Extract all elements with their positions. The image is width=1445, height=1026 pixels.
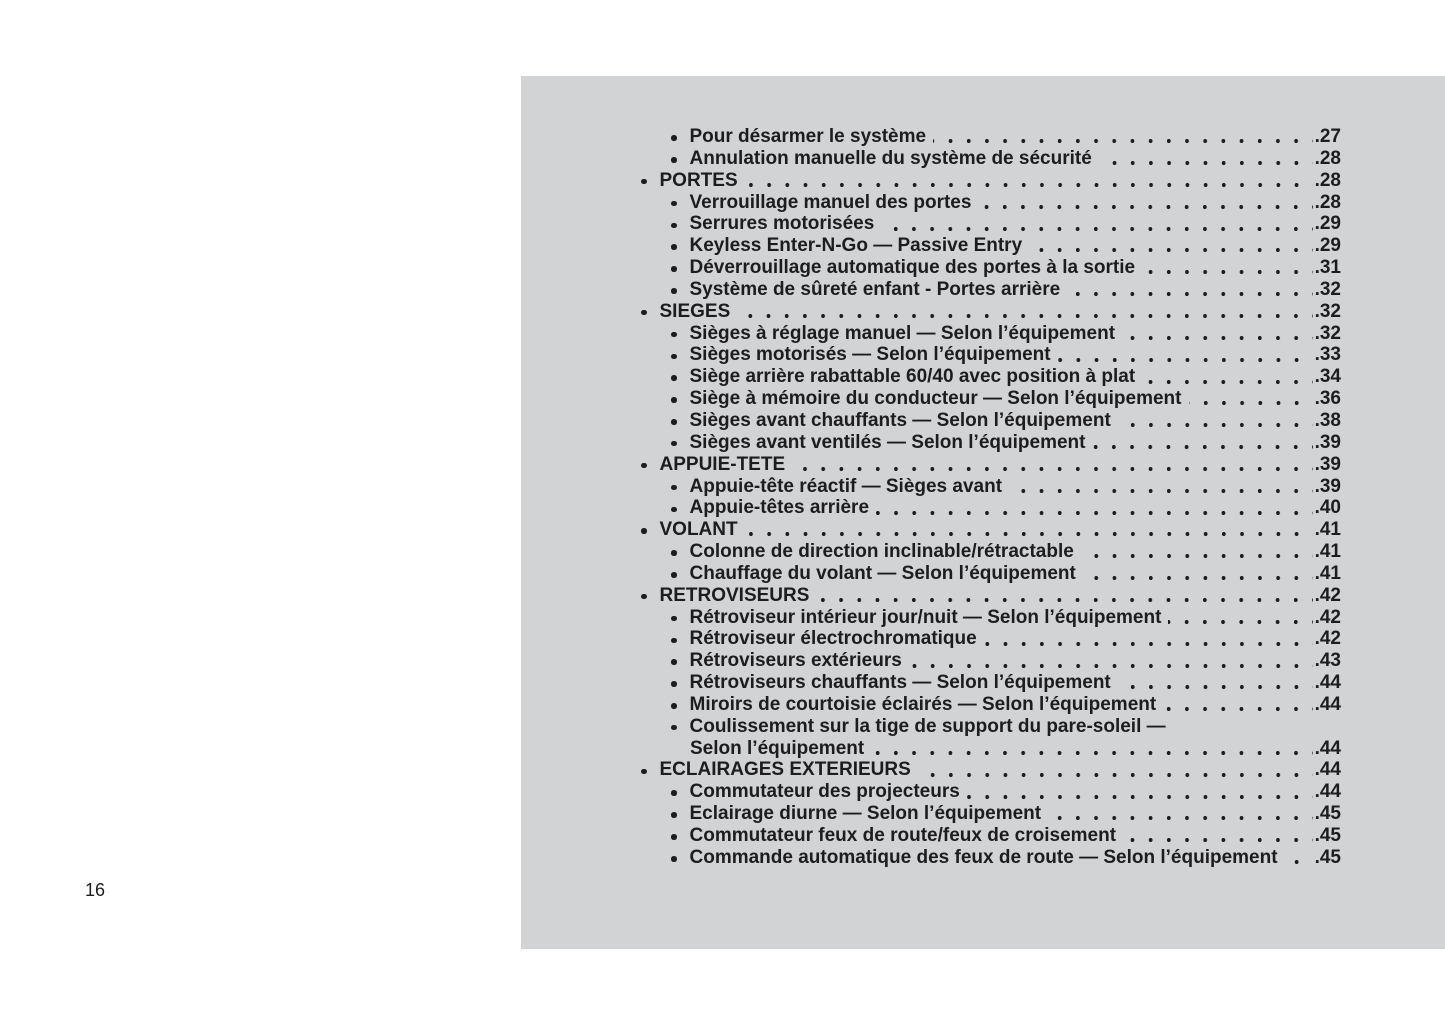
dotted-leader xyxy=(745,519,1313,541)
table-of-contents xyxy=(521,126,1445,869)
dotted-leader xyxy=(1099,148,1313,170)
bullet-icon xyxy=(671,266,677,272)
toc-entry xyxy=(521,126,1341,148)
dotted-leader xyxy=(1168,607,1312,629)
toc-entry-label: Rétroviseur intérieur jour/nuit — Selon l’équipement xyxy=(689,606,1162,628)
bullet-icon xyxy=(671,157,677,163)
toc-entry-label: Siège à mémoire du conducteur — Selon l’équipement xyxy=(689,388,1182,410)
dotted-leader xyxy=(909,650,1313,672)
dotted-leader xyxy=(737,301,1312,323)
toc-page-number: .39 xyxy=(1314,453,1341,475)
toc-entry-label: Rétroviseurs extérieurs xyxy=(689,650,902,672)
dotted-leader xyxy=(1067,279,1312,301)
dotted-leader xyxy=(1163,694,1312,716)
toc-page-number: .45 xyxy=(1314,803,1341,825)
toc-page-number: .31 xyxy=(1314,257,1341,279)
dotted-leader xyxy=(1118,410,1313,432)
bullet-icon xyxy=(641,310,647,316)
toc-entry-label: ECLAIRAGES EXTERIEURS xyxy=(659,759,911,781)
toc-page-number: .28 xyxy=(1314,147,1341,169)
bullet-icon xyxy=(671,485,677,491)
dotted-leader xyxy=(1189,388,1313,410)
toc-page-number: .45 xyxy=(1314,825,1341,846)
bullet-icon xyxy=(671,375,677,381)
toc-entry-label: Verrouillage manuel des portes xyxy=(689,191,972,213)
toc-page-number: .42 xyxy=(1314,584,1341,606)
bullet-icon xyxy=(671,856,677,862)
dotted-leader xyxy=(1009,476,1313,498)
bullet-icon xyxy=(671,638,677,644)
bullet-icon xyxy=(671,244,677,250)
toc-entry xyxy=(521,738,1341,760)
dotted-leader xyxy=(933,126,1313,148)
bullet-icon xyxy=(641,463,647,469)
toc-entry-label: Coulissement sur la tige de support du pare-soleil — xyxy=(689,715,1166,737)
toc-entry xyxy=(521,410,1341,432)
toc-entry-label: Annulation manuelle du système de sécurité xyxy=(689,147,1092,169)
toc-page-number: .29 xyxy=(1314,235,1341,257)
toc-entry xyxy=(521,563,1341,585)
dotted-leader xyxy=(1285,847,1313,869)
toc-entry-label: Pour désarmer le système xyxy=(689,126,927,147)
toc-entry xyxy=(521,519,1341,541)
toc-entry-label: VOLANT xyxy=(659,519,738,541)
toc-page-number: .41 xyxy=(1314,562,1341,584)
toc-entry xyxy=(521,781,1341,803)
toc-entry xyxy=(521,454,1341,476)
toc-page-number: .42 xyxy=(1314,606,1341,628)
bullet-icon xyxy=(671,288,677,294)
bullet-icon xyxy=(671,419,677,425)
toc-page-number: .32 xyxy=(1314,300,1341,322)
toc-entry xyxy=(521,279,1341,301)
toc-entry-label: Sièges avant ventilés — Selon l’équipement xyxy=(689,431,1086,453)
dotted-leader xyxy=(792,454,1312,476)
dotted-leader xyxy=(1118,672,1313,694)
dotted-leader xyxy=(967,781,1313,803)
toc-page-number: .32 xyxy=(1314,322,1341,344)
bullet-icon xyxy=(641,594,647,600)
toc-page-number: .44 xyxy=(1314,693,1341,715)
toc-page-number: .44 xyxy=(1314,672,1341,694)
toc-entry xyxy=(521,301,1341,323)
toc-page-number: .32 xyxy=(1314,278,1341,300)
toc-entry xyxy=(521,366,1341,388)
toc-entry xyxy=(521,803,1341,825)
toc-entry-label: Système de sûreté enfant - Portes arrière xyxy=(689,278,1061,300)
toc-entry-label: Siège arrière rabattable 60/40 avec position à plat xyxy=(689,366,1136,388)
toc-entry xyxy=(521,650,1341,672)
bullet-icon xyxy=(671,681,677,687)
toc-entry-label: Eclairage diurne — Selon l’équipement xyxy=(689,803,1042,825)
toc-page-number: .29 xyxy=(1314,213,1341,235)
toc-entry-label: Commutateur des projecteurs xyxy=(689,781,960,803)
toc-page-number: .33 xyxy=(1314,344,1341,366)
toc-page-number: .27 xyxy=(1314,126,1341,147)
toc-entry-label: Chauffage du volant — Selon l’équipement xyxy=(689,562,1076,584)
toc-entry xyxy=(521,672,1341,694)
toc-entry-label: Appuie-tête réactif — Sièges avant xyxy=(689,475,1003,497)
toc-page-number: .38 xyxy=(1314,409,1341,431)
bullet-icon xyxy=(671,223,677,229)
toc-entry-label: APPUIE-TETE xyxy=(659,453,786,475)
bullet-icon xyxy=(641,769,647,775)
dotted-leader xyxy=(1083,563,1313,585)
toc-entry-label: Selon l’équipement xyxy=(690,737,865,759)
page-number: 16 xyxy=(85,880,106,900)
toc-entry-label: Serrures motorisées xyxy=(689,213,875,235)
dotted-leader xyxy=(1092,432,1312,454)
dotted-leader xyxy=(876,497,1313,519)
toc-page-number: .40 xyxy=(1314,497,1341,519)
toc-entry xyxy=(521,170,1341,192)
toc-entry-label: Appuie-têtes arrière xyxy=(689,497,870,519)
toc-page-number: .39 xyxy=(1314,431,1341,453)
bullet-icon xyxy=(671,659,677,665)
toc-entry xyxy=(521,759,1341,781)
toc-page-number: .44 xyxy=(1314,781,1341,803)
toc-entry xyxy=(521,694,1341,716)
toc-entry xyxy=(521,192,1341,214)
dotted-leader xyxy=(871,738,1312,760)
dotted-leader xyxy=(745,170,1313,192)
dotted-leader xyxy=(1029,235,1312,257)
toc-page-number: .45 xyxy=(1314,846,1341,868)
bullet-icon xyxy=(641,179,647,185)
toc-entry xyxy=(521,432,1341,454)
dotted-leader xyxy=(1081,541,1313,563)
toc-entry-label: Commutateur feux de route/feux de croisement xyxy=(689,825,1117,846)
toc-entry xyxy=(521,541,1341,563)
toc-page-number: .43 xyxy=(1314,650,1341,672)
bullet-icon xyxy=(671,441,677,447)
dotted-leader xyxy=(1142,366,1312,388)
toc-entry xyxy=(521,497,1341,519)
bullet-icon xyxy=(671,332,677,338)
bullet-icon xyxy=(671,812,677,818)
toc-entry-label: Rétroviseurs chauffants — Selon l’équipement xyxy=(689,672,1111,694)
toc-page-number: .41 xyxy=(1314,519,1341,541)
toc-entry xyxy=(521,323,1341,345)
bullet-icon xyxy=(671,616,677,622)
toc-entry-label: PORTES xyxy=(659,169,738,191)
toc-entry xyxy=(521,585,1341,607)
bullet-icon xyxy=(641,528,647,534)
toc-entry xyxy=(521,716,1341,738)
bullet-icon xyxy=(671,790,677,796)
toc-page-number: .41 xyxy=(1314,541,1341,563)
toc-entry xyxy=(521,235,1341,257)
toc-page-number: .28 xyxy=(1314,169,1341,191)
toc-entry-label: Sièges motorisés — Selon l’équipement xyxy=(689,344,1051,366)
toc-entry-label: Sièges avant chauffants — Selon l’équipement xyxy=(689,409,1111,431)
bullet-icon xyxy=(671,397,677,403)
dotted-leader xyxy=(978,192,1312,214)
toc-entry xyxy=(521,607,1341,629)
toc-entry xyxy=(521,847,1341,869)
toc-entry xyxy=(521,388,1341,410)
toc-entry xyxy=(521,213,1341,235)
bullet-icon xyxy=(671,834,677,840)
toc-panel xyxy=(521,76,1445,949)
toc-page-number: .36 xyxy=(1314,388,1341,410)
toc-entry-label: RETROVISEURS xyxy=(659,584,810,606)
toc-page-number: .44 xyxy=(1314,759,1341,781)
toc-entry xyxy=(521,628,1341,650)
toc-entry xyxy=(521,344,1341,366)
toc-entry-label: Keyless Enter-N-Go — Passive Entry xyxy=(689,235,1023,257)
toc-entry-label: Déverrouillage automatique des portes à la sortie xyxy=(689,257,1136,279)
toc-page-number: .44 xyxy=(1314,737,1341,759)
dotted-leader xyxy=(816,585,1312,607)
toc-entry-label: Commande automatique des feux de route — Selon l’équipement xyxy=(689,846,1278,868)
dotted-leader xyxy=(881,213,1312,235)
dotted-leader xyxy=(1142,257,1312,279)
toc-page-number: .34 xyxy=(1314,366,1341,388)
toc-page-number: .28 xyxy=(1314,191,1341,213)
bullet-icon xyxy=(671,550,677,556)
toc-page-number: .39 xyxy=(1314,475,1341,497)
bullet-icon xyxy=(671,725,677,731)
bullet-icon xyxy=(671,703,677,709)
dotted-leader xyxy=(1058,344,1313,366)
toc-entry-label: SIEGES xyxy=(659,300,731,322)
toc-entry xyxy=(521,476,1341,498)
bullet-icon xyxy=(671,572,677,578)
dotted-leader xyxy=(984,628,1313,650)
bullet-icon xyxy=(671,507,677,513)
toc-entry-label: Rétroviseur électrochromatique xyxy=(689,628,977,650)
toc-entry xyxy=(521,825,1341,847)
bullet-icon xyxy=(671,201,677,207)
dotted-leader xyxy=(1048,803,1312,825)
toc-entry-label: Miroirs de courtoisie éclairés — Selon l’équipement xyxy=(689,693,1157,715)
bullet-icon xyxy=(671,135,677,141)
dotted-leader xyxy=(1122,323,1313,345)
toc-entry xyxy=(521,257,1341,279)
toc-page-number: .42 xyxy=(1314,628,1341,650)
toc-entry-label: Sièges à réglage manuel — Selon l’équipement xyxy=(689,322,1116,344)
toc-entry xyxy=(521,148,1341,170)
bullet-icon xyxy=(671,354,677,360)
toc-entry-label: Colonne de direction inclinable/rétractable xyxy=(689,541,1074,563)
dotted-leader xyxy=(918,759,1313,781)
dotted-leader xyxy=(1123,825,1313,847)
